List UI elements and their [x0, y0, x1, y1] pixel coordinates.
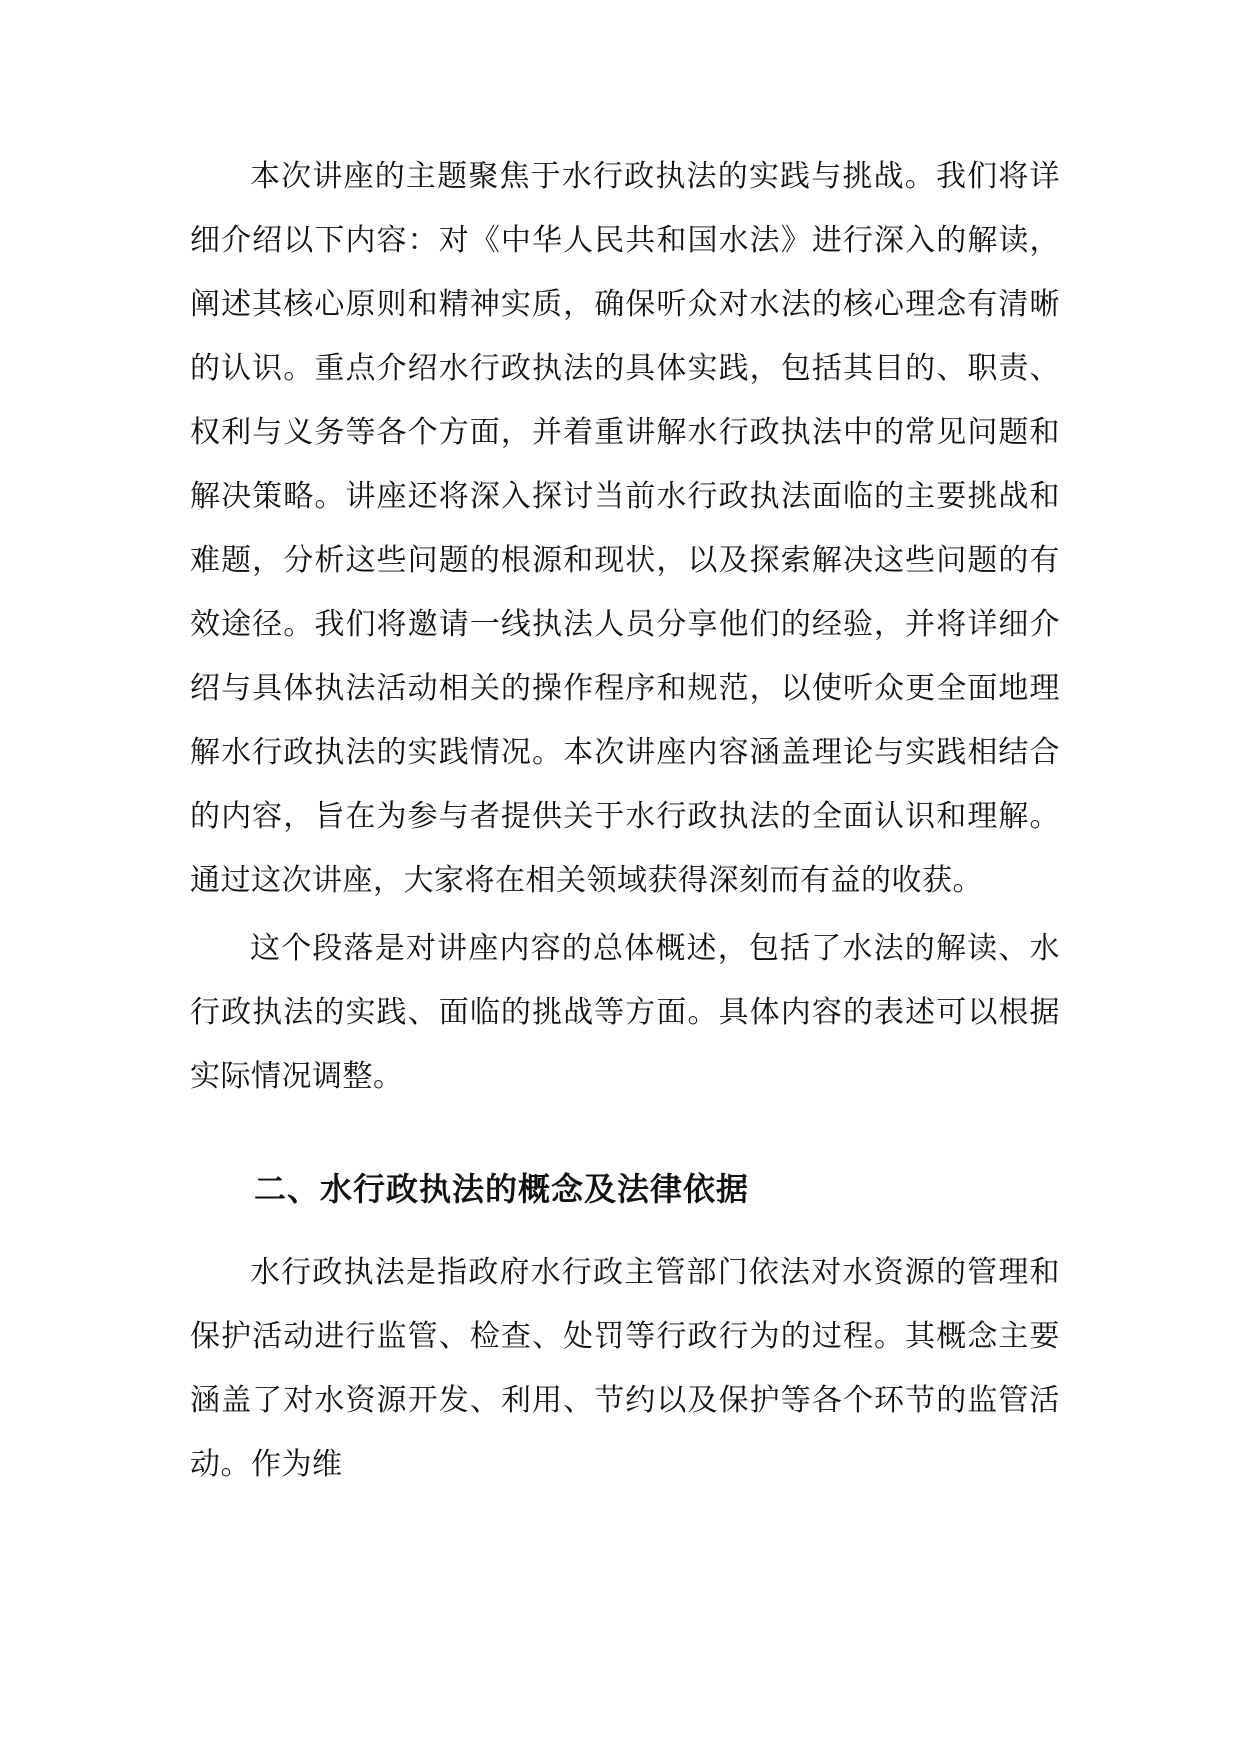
- intro-paragraph-2: 这个段落是对讲座内容的总体概述，包括了水法的解读、水行政执法的实践、面临的挑战等方面。具体内容的表述可以根据实际情况调整。: [190, 931, 1060, 1094]
- section-heading: 二、水行政执法的概念及法律依据: [254, 1170, 750, 1208]
- document-page: [190, 145, 1060, 1497]
- section-paragraph-1: 水行政执法是指政府水行政主管部门依法对水资源的管理和保护活动进行监管、检查、处罚等行政行为的过程。其概念主要涵盖了对水资源开发、利用、节约以及保护等各个环节的监管活动。作为维: [190, 1255, 1060, 1482]
- intro-paragraph-1: 本次讲座的主题聚焦于水行政执法的实践与挑战。我们将详细介绍以下内容：对《中华人民共和国水法》进行深入的解读，阐述其核心原则和精神实质，确保听众对水法的核心理念有清晰的认识。重点介绍水行政执法的具体实践，包括其目的、职责、权利与义务等各个方面，并着重讲解水行政执法中的常见问题和解决策略。讲座还将深入探讨当前水行政执法面临的主要挑战和难题，分析这些问题的根源和现状，以及探索解决这些问题的有效途径。我们将邀请一线执法人员分享他们的经验，并将详细介绍与具体执法活动相关的操作程序和规范，以使听众更全面地理解水行政执法的实践情况。本次讲座内容涵盖理论与实践相结合的内容，旨在为参与者提供关于水行政执法的全面认识和理解。通过这次讲座，大家将在相关领域获得深刻而有益的收获。: [190, 159, 1060, 898]
